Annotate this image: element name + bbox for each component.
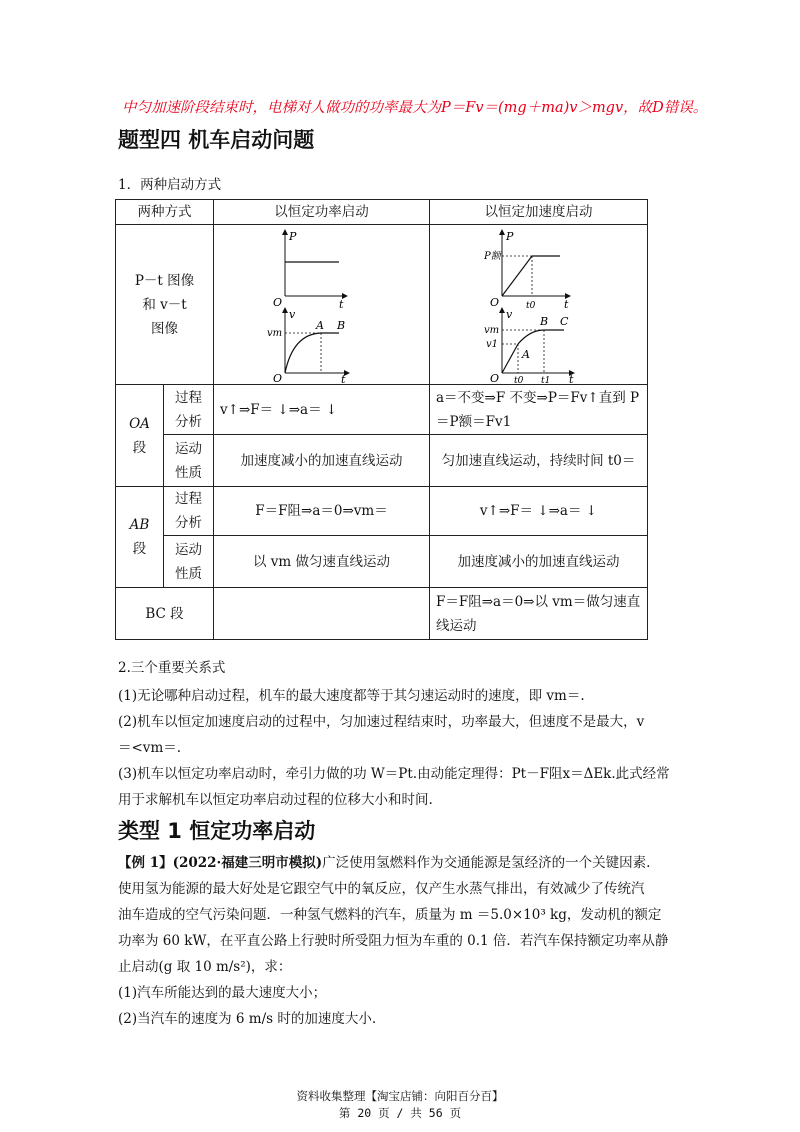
top-note: 中匀加速阶段结束时，电梯对人做功的功率最大为P＝Fv＝(mg＋ma)v＞mgv，故D错误。 bbox=[122, 100, 708, 116]
oa-segment-label: OA 段 bbox=[116, 385, 164, 487]
oa-motion-label: 运动 性质 bbox=[164, 435, 214, 487]
pt2-label-t: t bbox=[563, 297, 568, 311]
bc-accel: F＝F阻⇒a＝0⇒以 vm＝做匀速直 线运动 bbox=[430, 588, 648, 640]
vt-label-t: t bbox=[340, 372, 345, 384]
pt2-label-O: O bbox=[489, 295, 499, 309]
power-graphs-cell bbox=[214, 225, 430, 385]
vt2-label-A: A bbox=[521, 347, 530, 361]
type-title: 类型 1 恒定功率启动 bbox=[118, 819, 316, 843]
vt2-label-t: t bbox=[568, 372, 573, 384]
footer-source: 资料收集整理【淘宝店铺：向阳百分百】 bbox=[296, 1089, 504, 1103]
vt-label-vm: vm bbox=[266, 327, 282, 339]
pt2-ramp bbox=[502, 256, 532, 296]
graph-row-label: P－t 图像 和 v－t 图像 bbox=[116, 225, 214, 385]
vt2-label-v: v bbox=[505, 307, 512, 321]
example-line-5: 止启动(g 取 10 m/s²)，求： bbox=[118, 959, 292, 975]
vt-label-B: B bbox=[336, 318, 345, 332]
power-graphs bbox=[267, 226, 377, 384]
vt2-label-B: B bbox=[539, 314, 548, 328]
relation-3b: 用于求解机车以恒定功率启动过程的位移大小和时间. bbox=[118, 792, 433, 808]
ab-segment-label: AB 段 bbox=[116, 487, 164, 588]
header-constant-accel: 以恒定加速度启动 bbox=[430, 200, 648, 225]
pt-label-P: P bbox=[288, 229, 296, 243]
bc-power-empty bbox=[214, 588, 430, 640]
header-mode: 两种方式 bbox=[116, 200, 214, 225]
vt-label-A: A bbox=[315, 318, 324, 332]
relation-1: (1)无论哪种启动过程，机车的最大速度都等于其匀速运动时的速度，即 vm＝. bbox=[118, 688, 585, 704]
example-source: (2022·福建三明市模拟) bbox=[172, 855, 323, 871]
relation-2b: ＝<vm＝. bbox=[118, 740, 182, 756]
example-q1: (1)汽车所能达到的最大速度大小； bbox=[118, 985, 327, 1001]
oa-motion-power: 加速度减小的加速直线运动 bbox=[214, 435, 430, 487]
oa-motion-accel: 匀加速直线运动，持续时间 t0＝ bbox=[430, 435, 648, 487]
oa-process-label: 过程 分析 bbox=[164, 385, 214, 435]
vt2-label-t1: t1 bbox=[540, 375, 550, 384]
pt-label-O: O bbox=[272, 295, 282, 309]
relation-2: (2)机车以恒定加速度启动的过程中，匀加速过程结束时，功率最大，但速度不是最大，v bbox=[118, 714, 645, 730]
vt-label-v: v bbox=[288, 307, 295, 321]
ab-motion-accel: 加速度减小的加速直线运动 bbox=[430, 536, 648, 588]
vt2-label-t0: t0 bbox=[513, 375, 523, 384]
relation-3: (3)机车以恒定功率启动时，牵引力做的功 W＝Pt.由动能定理得：Pt－F阻x＝ΔEk.此式经常 bbox=[118, 766, 670, 782]
header-constant-power: 以恒定功率启动 bbox=[214, 200, 430, 225]
accel-graphs bbox=[484, 226, 594, 384]
vt2-label-C: C bbox=[559, 314, 568, 328]
section-title: 题型四 机车启动问题 bbox=[118, 128, 315, 152]
example-line-1: 广泛使用氢燃料作为交通能源是氢经济的一个关键因素. bbox=[322, 855, 651, 871]
ab-motion-power: 以 vm 做匀速直线运动 bbox=[214, 536, 430, 588]
relations-list bbox=[118, 683, 688, 813]
vt2-label-O: O bbox=[489, 371, 499, 384]
pt-label-t: t bbox=[338, 297, 343, 311]
accel-graphs-cell bbox=[430, 225, 648, 385]
vt2-label-vm: vm bbox=[483, 324, 499, 336]
pt2-label-Prated: P额 bbox=[483, 250, 501, 262]
example-line-2: 使用氢为能源的最大好处是它跟空气中的氧反应，仅产生水蒸气排出，有效减少了传统汽 bbox=[118, 881, 645, 897]
pt2-label-t0: t0 bbox=[525, 300, 535, 311]
example-1 bbox=[118, 850, 688, 1032]
example-line-3: 油车造成的空气污染问题．一种氢气燃料的汽车，质量为 m ＝5.0×10³ kg，发动机的额定 bbox=[118, 907, 662, 923]
vt-label-O: O bbox=[272, 371, 282, 384]
vt-curve bbox=[285, 333, 321, 373]
vt2-curve bbox=[518, 330, 544, 344]
pt2-label-P: P bbox=[505, 229, 513, 243]
bc-segment-label: BC 段 bbox=[116, 588, 214, 640]
subsection-title-1: 1．两种启动方式 bbox=[118, 177, 222, 193]
footer-page-number: 第 20 页 / 共 56 页 bbox=[338, 1106, 462, 1120]
vt2-linear bbox=[502, 344, 518, 373]
example-q2: (2)当汽车的速度为 6 m/s 时的加速度大小. bbox=[118, 1011, 377, 1027]
ab-process-power: F＝F阻⇒a＝0⇒vm＝ bbox=[214, 487, 430, 536]
example-line-4: 功率为 60 kW，在平直公路上行驶时所受阻力恒为车重的 0.1 倍．若汽车保持额定功率从静 bbox=[118, 933, 669, 949]
vt2-label-v1: v1 bbox=[485, 338, 498, 350]
subsection-title-2: 2.三个重要关系式 bbox=[118, 660, 226, 676]
ab-process-accel: v↑⇒F＝ ↓⇒a＝ ↓ bbox=[430, 487, 648, 536]
example-tag: 【例 1】 bbox=[118, 855, 173, 871]
ab-process-label: 过程 分析 bbox=[164, 487, 214, 536]
oa-process-power: v↑⇒F＝ ↓⇒a＝ ↓ bbox=[214, 385, 430, 435]
startup-modes-table bbox=[115, 199, 648, 640]
oa-process-accel: a＝不变⇒F 不变⇒P＝Fv↑直到 P ＝P额＝Fv1 bbox=[430, 385, 648, 435]
ab-motion-label: 运动 性质 bbox=[164, 536, 214, 588]
